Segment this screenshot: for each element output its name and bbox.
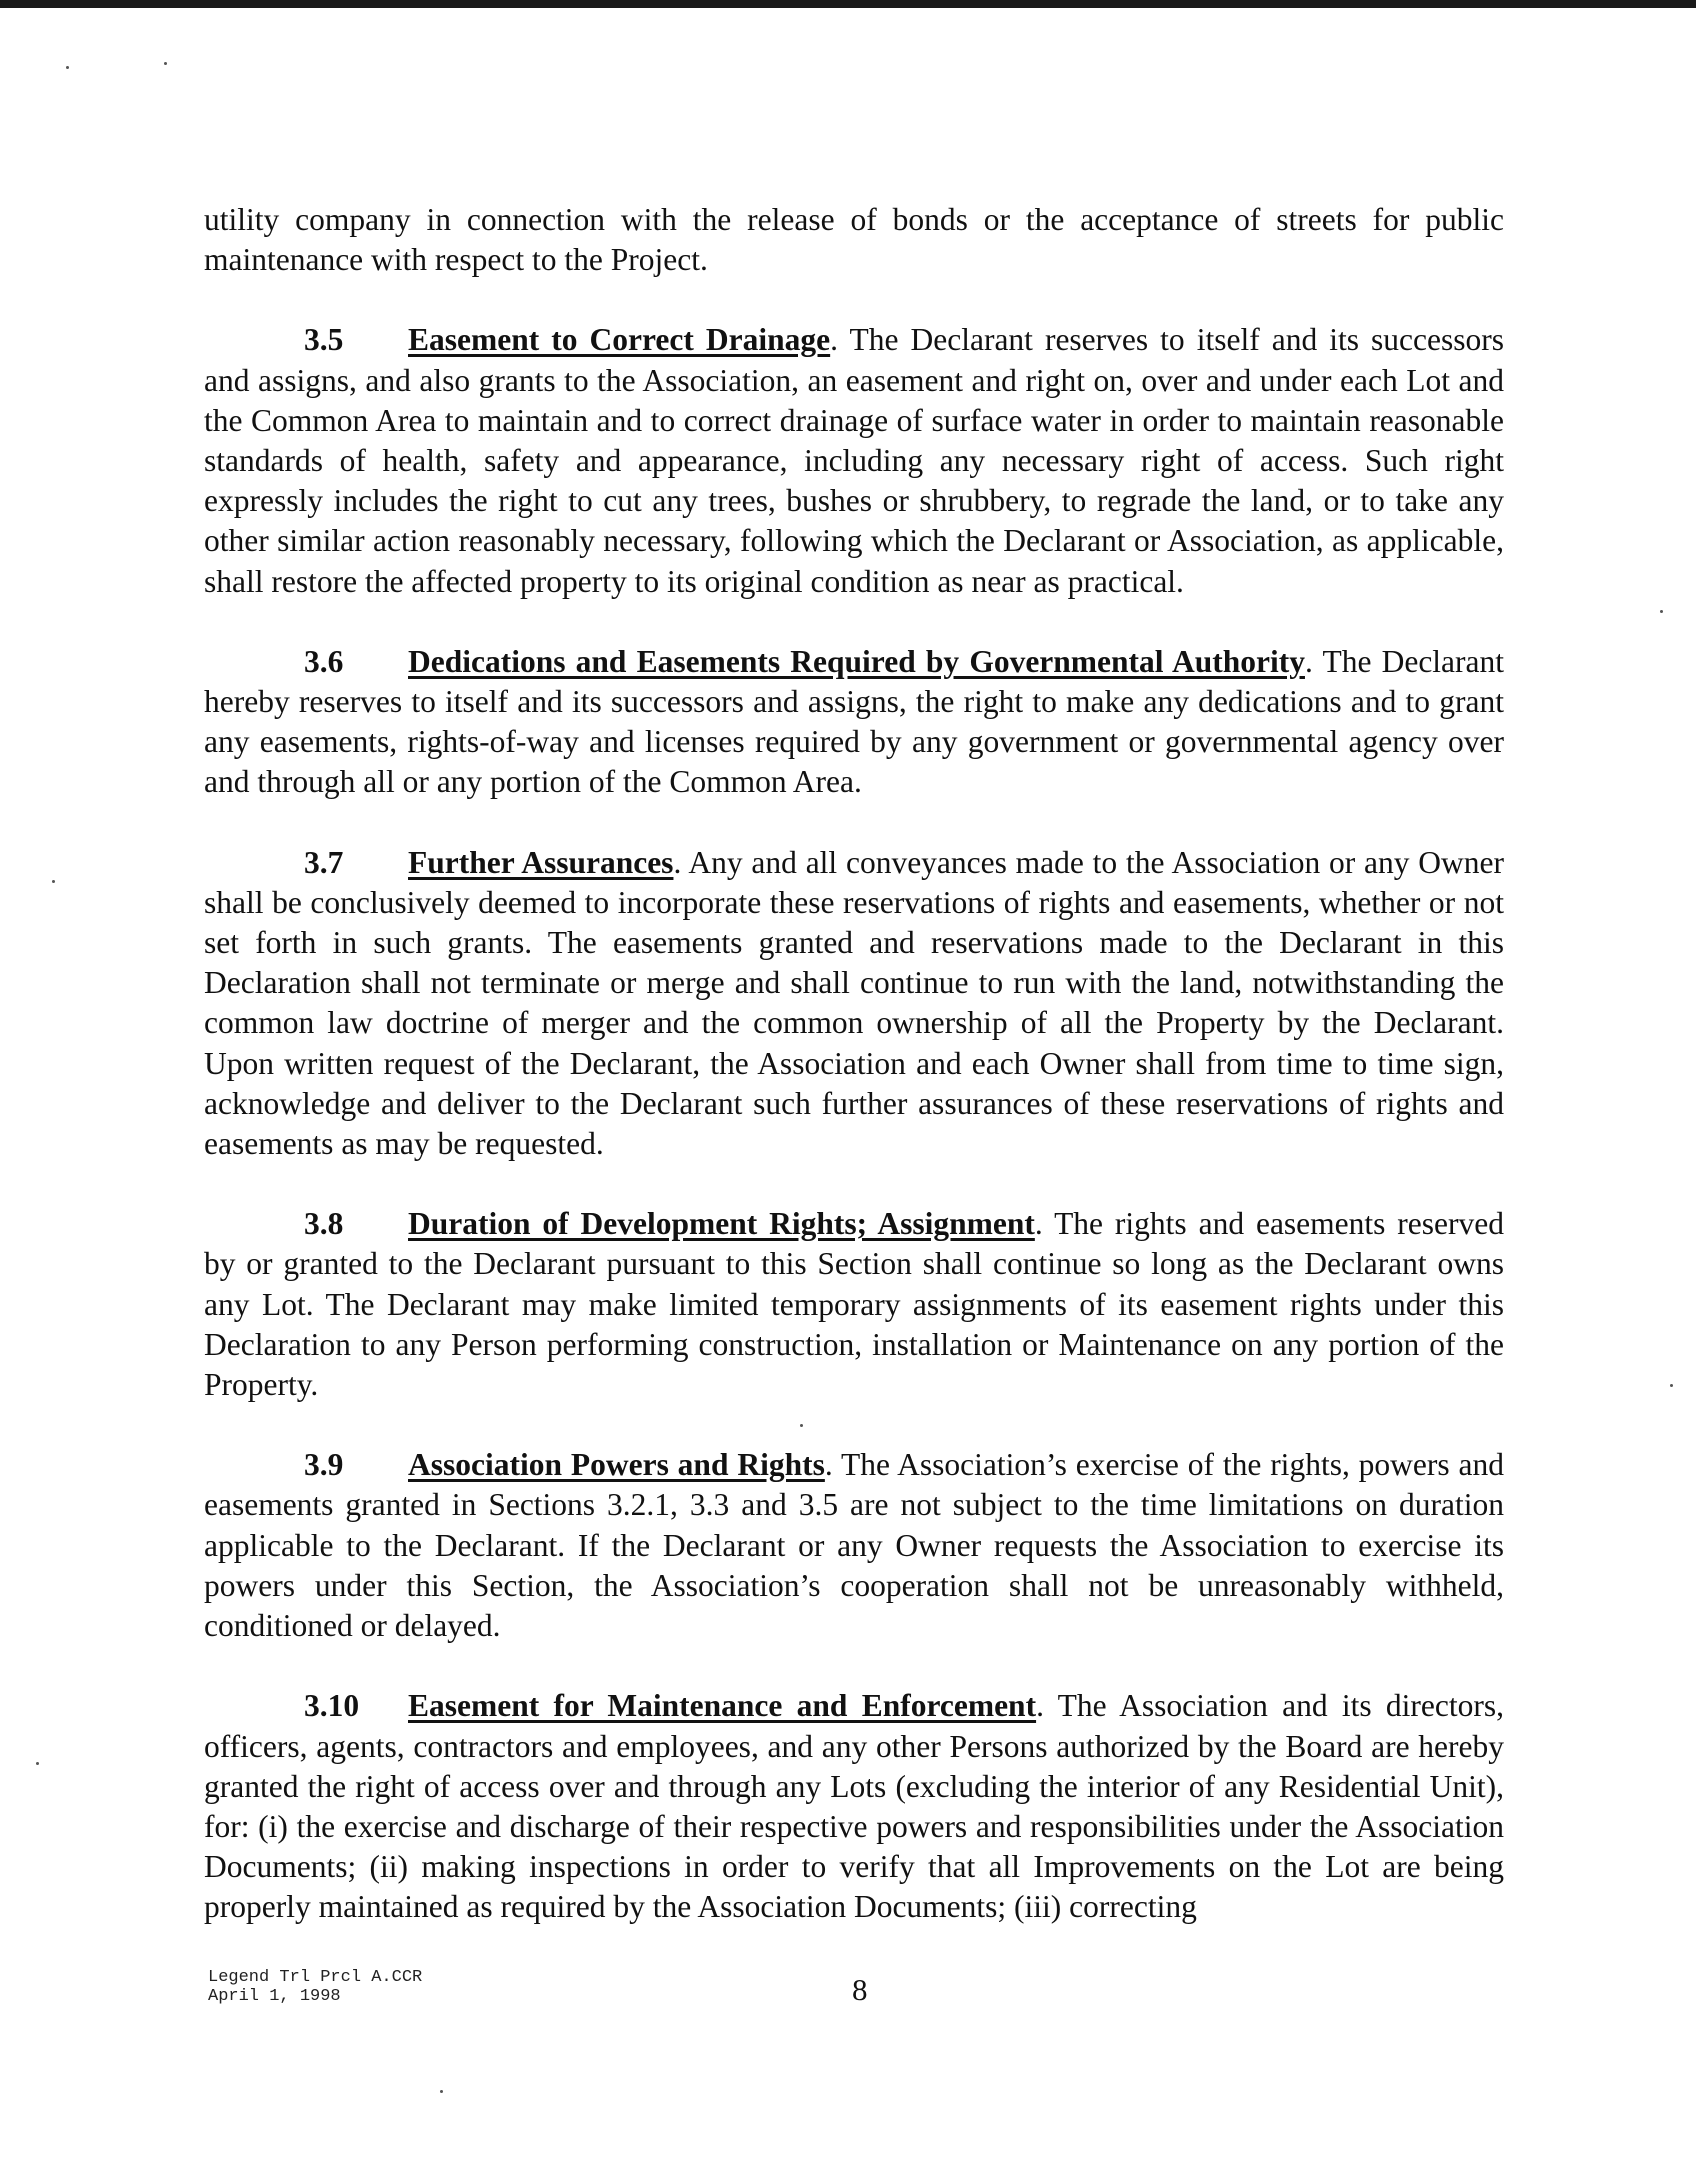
section-heading: Easement to Correct Drainage — [408, 322, 831, 358]
footer-doc-info — [208, 1968, 422, 2006]
section-number: 3.8 — [304, 1206, 344, 1242]
section-3-8: 3.8 Duration of Development Rights; Assignment. The rights and easements reserved by or granted to the Declarant pursuant to this Section shall continue so long as the Declarant owns any Lot. The Declarant may make limited temporary assignments of its easement rights under this Declaration to any Person performing construction, installation or Maintenance on any portion of the Property. — [204, 1206, 1504, 1403]
section-heading: Further Assurances — [408, 844, 674, 880]
section-number: 3.9 — [304, 1447, 344, 1483]
section-number: 3.5 — [304, 322, 344, 358]
section-text: The Association and its directors, officers, agents, contractors and employees, and any other Persons authorized by the Board are hereby granted the right of access over and through any Lots (excluding the interior of any Residential Unit), for: (i) the exercise and discharge of their respective powers and responsibilities under the Association Documents; (ii) making inspections in order to verify that all Improvements on the Lot are being properly maintained as required by the Association Documents; (iii) correcting — [204, 1688, 1505, 1925]
document-body — [204, 200, 1504, 1968]
scan-speck — [36, 1762, 39, 1765]
scan-speck — [164, 62, 167, 65]
scan-speck — [52, 880, 55, 883]
section-heading: Duration of Development Rights; Assignment — [408, 1206, 1035, 1242]
footer-doc-id: Legend Trl Prcl A.CCR — [208, 1968, 423, 1987]
scan-speck — [1670, 1384, 1673, 1387]
section-3-9: 3.9 Association Powers and Rights. The Association’s exercise of the rights, powers and easements granted in Sections 3.2.1, 3.3 and 3.5 are not subject to the time limitations on duration applicable to the Declarant. If the Declarant or any Owner requests the Association to exercise its powers under this Section, the Association’s cooperation shall not be unreasonably withheld, conditioned or delayed. — [204, 1447, 1504, 1644]
scan-speck — [440, 2090, 443, 2093]
section-number: 3.10 — [304, 1688, 360, 1724]
section-text: The Declarant reserves to itself and its successors and assigns, and also grants to the Association, an easement and right on, over and under each Lot and the Common Area to maintain and to correct drainage of surface water in order to maintain reasonable standards of health, safety and appearance, including any necessary right of access. Such right expressly includes the right to cut any trees, bushes or shrubbery, to regrade the land, or to take any other similar action reasonably necessary, following which the Declarant or Association, as applicable, shall restore the affected property to its original condition as near as practical. — [204, 322, 1505, 599]
page-number: 8 — [852, 1972, 868, 2007]
scan-speck — [1660, 610, 1663, 613]
section-heading: Dedications and Easements Required by Governmental Authority — [408, 643, 1305, 679]
section-heading: Association Powers and Rights — [408, 1447, 825, 1483]
scan-top-edge — [0, 0, 1696, 8]
section-text: Any and all conveyances made to the Association or any Owner shall be conclusively deemed to incorporate these reservations of rights and easements, whether or not set forth in such grants. The easements granted and reservations made to the Declarant in this Declaration shall not terminate or merge and shall continue to run with the land, notwithstanding the common law doctrine of merger and the common ownership of all the Property by the Declarant. Upon written request of the Declarant, the Association and each Owner shall from time to time sign, acknowledge and deliver to the Declarant such further assurances of these reservations of rights and easements as may be requested. — [204, 844, 1505, 1162]
lead-paragraph: utility company in connection with the release of bonds or the acceptance of streets for public maintenance with respect to the Project. — [204, 202, 1504, 278]
section-text: The Association’s exercise of the rights, powers and easements granted in Sections 3.2.1, 3.3 and 3.5 are not subject to the time limitations on duration applicable to the Declarant. If the Declarant or any Owner requests the Association to exercise its powers under this Section, the Association’s cooperation shall not be unreasonably withheld, conditioned or delayed. — [204, 1447, 1504, 1644]
section-text: The Declarant hereby reserves to itself and its successors and assigns, the right to make any dedications and to grant any easements, rights-of-way and licenses required by any government or governmental agency over and through all or any portion of the Common Area. — [204, 643, 1505, 800]
section-number: 3.6 — [304, 643, 344, 679]
section-number: 3.7 — [304, 844, 344, 880]
section-3-7: 3.7 Further Assurances. Any and all conveyances made to the Association or any Owner shall be conclusively deemed to incorporate these reservations of rights and easements, whether or not set forth in such grants. The easements granted and reservations made to the Declarant in this Declaration shall not terminate or merge and shall continue to run with the land, notwithstanding the common law doctrine of merger and the common ownership of all the Property by the Declarant. Upon written request of the Declarant, the Association and each Owner shall from time to time sign, acknowledge and deliver to the Declarant such further assurances of these reservations of rights and easements as may be requested. — [204, 844, 1505, 1162]
scan-speck — [66, 66, 69, 69]
section-heading: Easement for Maintenance and Enforcement — [408, 1688, 1037, 1724]
section-3-5: 3.5 Easement to Correct Drainage. The Declarant reserves to itself and its successors and assigns, and also grants to the Association, an easement and right on, over and under each Lot and the Common Area to maintain and to correct drainage of surface water in order to maintain reasonable standards of health, safety and appearance, including any necessary right of access. Such right expressly includes the right to cut any trees, bushes or shrubbery, to regrade the land, or to take any other similar action reasonably necessary, following which the Declarant or Association, as applicable, shall restore the affected property to its original condition as near as practical. — [204, 322, 1505, 599]
footer-date: April 1, 1998 — [208, 1987, 341, 2006]
section-3-10: 3.10 Easement for Maintenance and Enforcement. The Association and its directors, officers, agents, contractors and employees, and any other Persons authorized by the Board are hereby granted the right of access over and through any Lots (excluding the interior of any Residential Unit), for: (i) the exercise and discharge of their respective powers and responsibilities under the Association Documents; (ii) making inspections in order to verify that all Improvements on the Lot are being properly maintained as required by the Association Documents; (iii) correcting — [204, 1688, 1505, 1925]
section-text: The rights and easements reserved by or granted to the Declarant pursuant to this Section shall continue so long as the Declarant owns any Lot. The Declarant may make limited temporary assignments of its easement rights under this Declaration to any Person performing construction, installation or Maintenance on any portion of the Property. — [204, 1206, 1504, 1403]
section-3-6: 3.6 Dedications and Easements Required by Governmental Authority. The Declarant hereby reserves to itself and its successors and assigns, the right to make any dedications and to grant any easements, rights-of-way and licenses required by any government or governmental agency over and through all or any portion of the Common Area. — [204, 643, 1505, 800]
